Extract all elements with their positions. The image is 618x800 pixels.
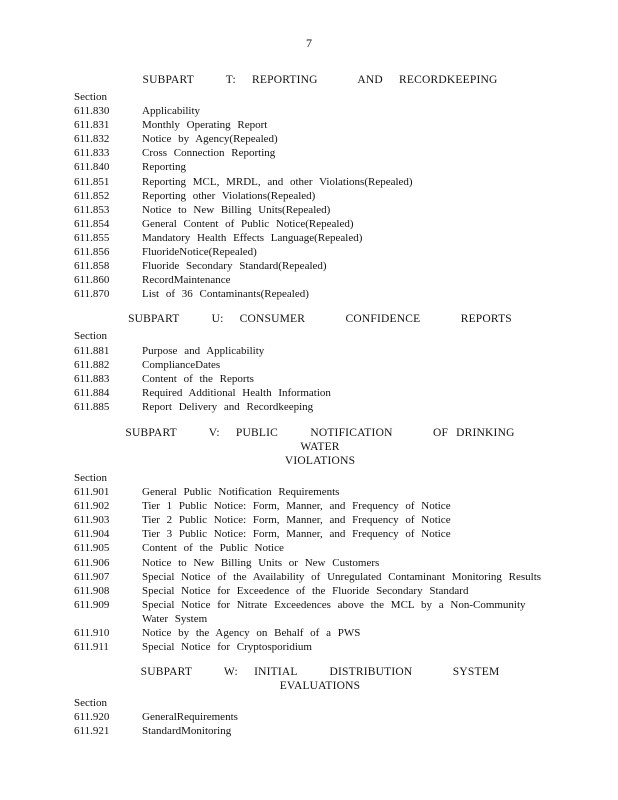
section-row	[74, 118, 544, 132]
section-title: Special Notice of the Availability of Unregulated Contaminant Monitoring Results	[142, 570, 542, 583]
section-title: ComplianceDates	[142, 358, 221, 371]
section-number: 611.903	[74, 514, 110, 527]
subpart-block	[74, 654, 544, 738]
section-title: Tier 2 Public Notice: Form, Manner, and Frequency of Notice	[142, 514, 451, 527]
section-title: Mandatory Health Effects Language(Repealed)	[142, 231, 363, 244]
section-row	[74, 245, 544, 259]
section-number: 611.882	[74, 358, 110, 371]
section-title: Applicability	[142, 105, 201, 118]
section-title: Tier 3 Public Notice: Form, Manner, and Frequency of Notice	[142, 528, 451, 541]
section-heading: Section	[74, 471, 107, 484]
subpart-title: SUBPART V: PUBLIC NOTIFICATION OF DRINKING WATER VIOLATIONS	[125, 426, 515, 467]
section-title: Notice by the Agency on Behalf of a PWS	[142, 627, 361, 639]
section-row	[74, 287, 544, 301]
section-row	[74, 640, 544, 654]
section-row	[74, 626, 544, 640]
subpart-title: SUBPART W: INITIAL DISTRIBUTION SYSTEM EVALUATIONS	[140, 666, 532, 693]
section-number: 611.858	[74, 260, 110, 273]
section-title: Special Notice for Cryptosporidium	[142, 641, 312, 654]
section-number: 611.905	[74, 542, 110, 555]
section-row	[74, 584, 544, 598]
subpart-block	[74, 73, 544, 301]
subpart-block	[74, 301, 544, 414]
section-row	[74, 372, 544, 386]
section-number: 611.851	[74, 175, 110, 188]
section-number: 611.906	[74, 556, 110, 569]
section-number: 611.911	[74, 641, 109, 654]
section-title: Notice by Agency(Repealed)	[142, 133, 278, 146]
section-title: FluorideNotice(Repealed)	[142, 246, 257, 259]
subpart-block	[74, 414, 544, 654]
section-number: 611.901	[74, 486, 110, 499]
section-row	[74, 527, 544, 541]
section-number: 611.904	[74, 528, 110, 541]
section-number: 611.833	[74, 147, 110, 160]
section-title: Content of the Public Notice	[142, 542, 284, 555]
section-title: Required Additional Health Information	[142, 386, 331, 399]
section-title: Cross Connection Reporting	[142, 147, 276, 160]
subpart-title: SUBPART U: CONSUMER CONFIDENCE REPORTS	[128, 313, 512, 326]
section-number: 611.920	[74, 711, 110, 724]
section-number: 611.883	[74, 372, 110, 385]
section-title: Reporting MCL, MRDL, and other Violations(Repealed)	[142, 175, 413, 188]
section-row	[74, 541, 544, 555]
page-number: 7	[306, 36, 312, 50]
section-title: Monthly Operating Report	[142, 119, 268, 132]
section-number: 611.884	[74, 386, 110, 399]
section-title: General Content of Public Notice(Repealed)	[142, 217, 354, 230]
section-row	[74, 386, 544, 400]
section-title: RecordMaintenance	[142, 274, 231, 287]
section-row	[74, 132, 544, 146]
section-number: 611.885	[74, 400, 110, 413]
section-heading: Section	[74, 91, 107, 103]
section-row	[74, 175, 544, 189]
section-title: List of 36 Contaminants(Repealed)	[142, 288, 309, 301]
section-title: General Public Notification Requirements	[142, 486, 340, 499]
section-row	[74, 400, 544, 414]
section-row	[74, 273, 544, 287]
section-number: 611.831	[74, 119, 110, 132]
section-number: 611.909	[74, 598, 110, 611]
section-number: 611.853	[74, 203, 110, 216]
section-row	[74, 104, 544, 118]
section-row	[74, 556, 544, 570]
section-title: StandardMonitoring	[142, 725, 232, 738]
section-heading: Section	[74, 330, 107, 343]
section-row	[74, 598, 544, 626]
section-title: Notice to New Billing Units or New Customers	[142, 556, 380, 569]
section-title: Purpose and Applicability	[142, 344, 265, 357]
section-title: Tier 1 Public Notice: Form, Manner, and Frequency of Notice	[142, 500, 451, 513]
section-row	[74, 217, 544, 231]
section-number: 611.881	[74, 344, 110, 357]
section-title: Content of the Reports	[142, 372, 254, 385]
section-number: 611.910	[74, 627, 110, 639]
section-row	[74, 259, 544, 273]
section-title: Special Notice for Exceedence of the Fluoride Secondary Standard	[142, 584, 469, 597]
section-row	[74, 485, 544, 499]
section-title: Reporting	[142, 161, 186, 174]
section-number: 611.832	[74, 133, 110, 146]
section-row	[74, 189, 544, 203]
subpart-title: SUBPART T: REPORTING AND RECORDKEEPING	[142, 74, 498, 86]
section-heading: Section	[74, 697, 107, 710]
section-row	[74, 344, 544, 358]
section-row	[74, 358, 544, 372]
section-row	[74, 513, 544, 527]
section-number: 611.902	[74, 500, 110, 513]
section-row	[74, 710, 544, 724]
section-number: 611.921	[74, 725, 110, 738]
section-number: 611.830	[74, 105, 110, 118]
section-number: 611.854	[74, 217, 110, 230]
section-number: 611.840	[74, 161, 110, 174]
section-title: Report Delivery and Recordkeeping	[142, 400, 314, 413]
section-number: 611.860	[74, 274, 110, 287]
section-title: GeneralRequirements	[142, 711, 238, 724]
section-row	[74, 570, 544, 584]
section-row	[74, 160, 544, 174]
section-title: Notice to New Billing Units(Repealed)	[142, 203, 331, 216]
section-row	[74, 231, 544, 245]
section-row	[74, 499, 544, 513]
section-title: Fluoride Secondary Standard(Repealed)	[142, 260, 327, 273]
section-number: 611.908	[74, 584, 110, 597]
section-row	[74, 146, 544, 160]
section-title: Special Notice for Nitrate Exceedences above the MCL by a Non-Community Water System	[142, 598, 526, 625]
section-number: 611.870	[74, 288, 110, 301]
section-number: 611.907	[74, 570, 110, 583]
section-title: Reporting other Violations(Repealed)	[142, 189, 316, 202]
section-row	[74, 724, 544, 738]
section-number: 611.855	[74, 231, 110, 244]
section-number: 611.852	[74, 189, 110, 202]
section-number: 611.856	[74, 246, 110, 259]
section-row	[74, 203, 544, 217]
document-body	[74, 73, 544, 738]
